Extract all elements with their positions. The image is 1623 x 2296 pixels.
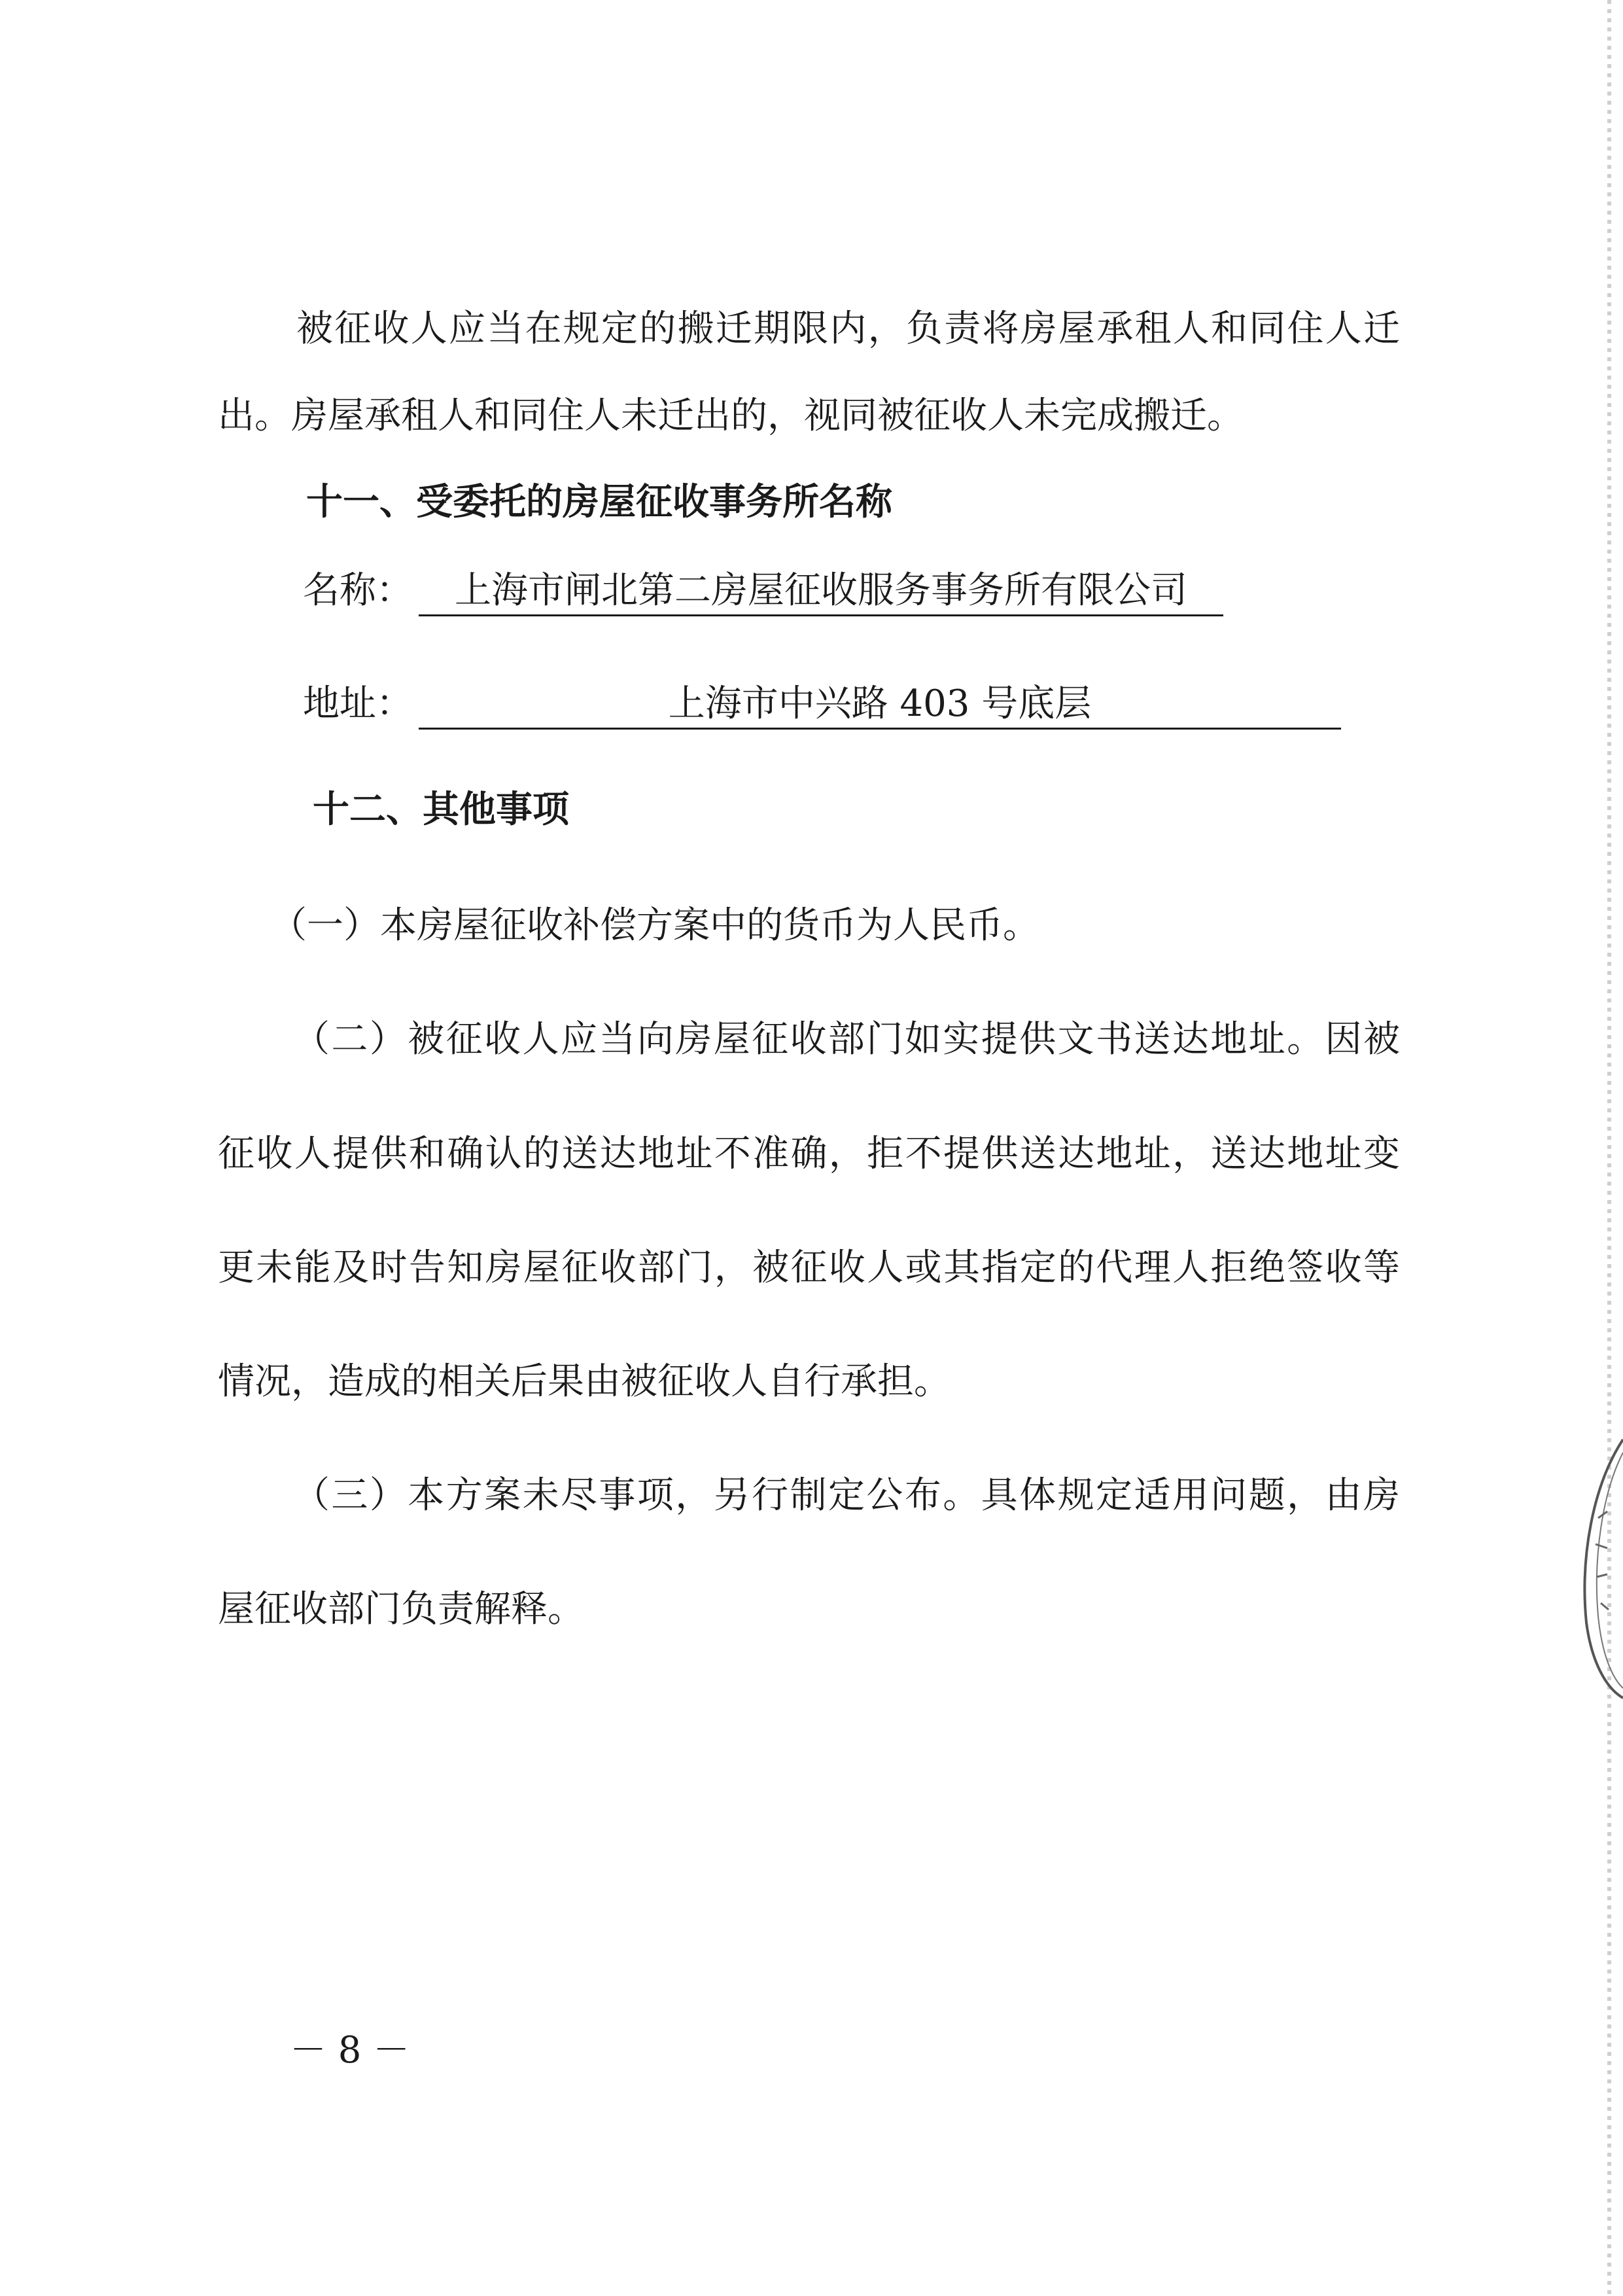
name-label: 名称： [303, 569, 413, 612]
paragraph-line: 出。房屋承租人和同住人未迁出的，视同被征收人未完成搬迁。 [218, 395, 1244, 437]
address-value: 上海市中兴路 403 号底层 [419, 686, 1341, 730]
list-item: （一）本房屋征收补偿方案中的货币为人民币。 [270, 904, 1039, 947]
page-edge-mark [1607, 0, 1611, 2296]
paragraph-line: （三）本方案未尽事项，另行制定公布。具体规定适用问题，由房 [293, 1474, 1400, 1517]
address-label: 地址： [303, 682, 413, 725]
paragraph-line: 被征收人应当在规定的搬迁期限内，负责将房屋承租人和同住人迁 [296, 308, 1400, 350]
name-value: 上海市闸北第二房屋征收服务事务所有限公司 [419, 573, 1223, 616]
paragraph-line: 屋征收部门负责解释。 [218, 1588, 584, 1631]
page-number: － 8 － [290, 2029, 410, 2072]
paragraph-line: 更未能及时告知房屋征收部门，被征收人或其指定的代理人拒绝签收等 [218, 1246, 1400, 1289]
seal-stamp-fragment [1567, 1426, 1623, 1701]
paragraph-line: 征收人提供和确认的送达地址不准确，拒不提供送达地址，送达地址变 [218, 1133, 1400, 1175]
section-heading-12: 十二、其他事项 [313, 788, 569, 831]
section-heading-11: 十一、受委托的房屋征收事务所名称 [306, 481, 892, 523]
paragraph-line: （二）被征收人应当向房屋征收部门如实提供文书送达地址。因被 [293, 1018, 1400, 1061]
paragraph-line: 情况，造成的相关后果由被征收人自行承担。 [218, 1360, 951, 1403]
